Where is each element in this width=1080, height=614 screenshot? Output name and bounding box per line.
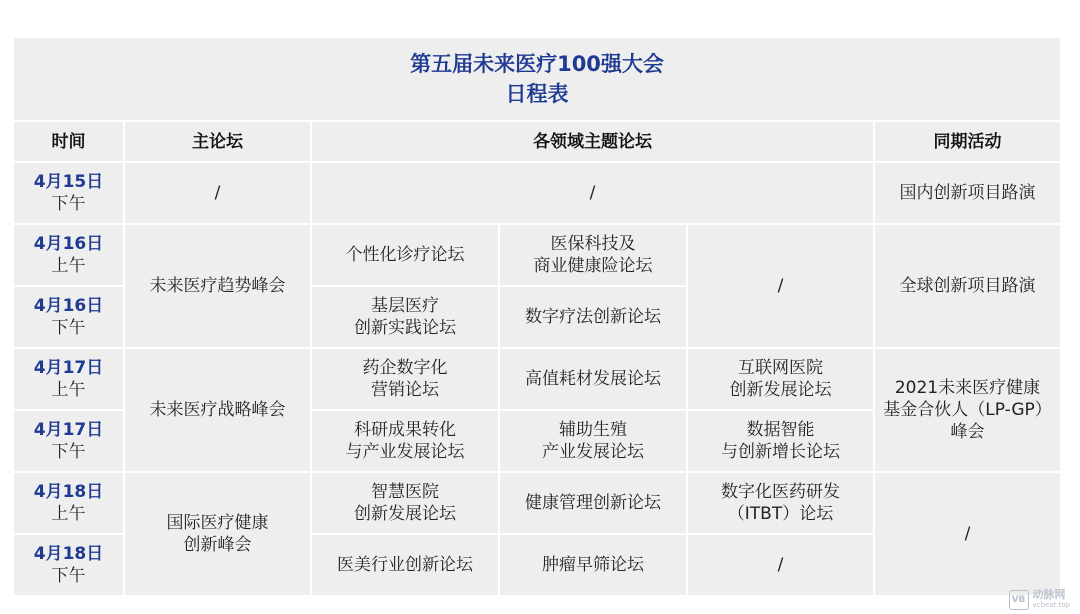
sub-forum-cell: [500, 287, 686, 347]
date-cell: [14, 349, 123, 409]
header-sub-forums: 各领域主题论坛: [312, 122, 873, 161]
cell-line: 峰会: [950, 422, 985, 442]
sub-forum-cell: /: [688, 225, 873, 347]
sub-forum-cell: [312, 287, 498, 347]
side-event-cell: 全球创新项目路演: [875, 225, 1060, 347]
cell-line: 国际医疗健康: [166, 513, 269, 533]
cell-line: 与产业发展论坛: [345, 442, 465, 462]
cell-line: 数据智能: [746, 420, 815, 440]
date-cell: [14, 473, 123, 533]
header-main-forum: 主论坛: [125, 122, 310, 161]
cell-line: 商业健康险论坛: [533, 256, 653, 276]
sub-forum-cell: [500, 473, 686, 533]
sub-forum-cell: [500, 535, 686, 595]
cell-line: 创新峰会: [183, 535, 252, 555]
sub-forum-cell: [312, 473, 498, 533]
date-day: 4月16日: [33, 234, 104, 254]
cell-line: 医美行业创新论坛: [337, 555, 473, 575]
cell-line: 科研成果转化: [354, 420, 456, 440]
date-half: 上午: [51, 504, 86, 524]
date-half: 上午: [51, 256, 86, 276]
cell-line: 健康管理创新论坛: [525, 493, 661, 513]
date-half: 下午: [51, 318, 86, 338]
side-event-cell: 国内创新项目路演: [875, 163, 1060, 223]
date-day: 4月17日: [33, 358, 104, 378]
sub-forum-cell: [688, 349, 873, 409]
watermark-name: 动脉网: [1032, 588, 1066, 601]
main-forum-cell: [125, 473, 310, 595]
side-event-cell: [875, 349, 1060, 471]
cell-line: 基金合伙人（LP-GP）: [883, 400, 1052, 420]
main-forum-cell: /: [125, 163, 310, 223]
date-day: 4月18日: [33, 482, 104, 502]
watermark-url: vcbeat.top: [1032, 601, 1070, 609]
cell-line: 产业发展论坛: [542, 442, 644, 462]
vb-logo-icon: VB: [1009, 590, 1029, 610]
sub-forum-cell: [500, 349, 686, 409]
sub-forum-cell: [688, 473, 873, 533]
cell-line: 数字化医药研发: [721, 482, 840, 502]
schedule-table: [14, 38, 1050, 595]
date-half: 下午: [51, 566, 86, 586]
title-line-1: 第五届未来医疗100强大会: [410, 52, 664, 76]
cell-line: 高值耗材发展论坛: [525, 369, 661, 389]
date-cell: [14, 287, 123, 347]
sub-forum-cell: [312, 225, 498, 285]
sub-forum-cell: [312, 349, 498, 409]
date-day: 4月15日: [33, 172, 104, 192]
date-day: 4月18日: [33, 544, 104, 564]
side-event-cell: /: [875, 473, 1060, 595]
cell-line: /: [777, 555, 784, 575]
cell-line: 辅助生殖: [559, 420, 627, 440]
cell-line: 创新发展论坛: [354, 504, 456, 524]
date-day: 4月16日: [33, 296, 104, 316]
header-time: 时间: [14, 122, 123, 161]
date-half: 下午: [51, 194, 86, 214]
cell-line: 基层医疗: [371, 296, 439, 316]
sub-forum-cell: /: [312, 163, 873, 223]
date-half: 上午: [51, 380, 86, 400]
title-line-2: 日程表: [505, 82, 569, 106]
date-half: 下午: [51, 442, 86, 462]
cell-line: 创新发展论坛: [729, 380, 832, 400]
cell-line: 药企数字化: [362, 358, 448, 378]
cell-line: 智慧医院: [371, 482, 439, 502]
cell-line: 互联网医院: [738, 358, 823, 378]
date-cell: [14, 225, 123, 285]
cell-line: 与创新增长论坛: [721, 442, 840, 462]
sub-forum-cell: [312, 535, 498, 595]
header-side-events: 同期活动: [875, 122, 1060, 161]
sub-forum-cell: [500, 225, 686, 285]
date-cell: [14, 163, 123, 223]
cell-line: 创新实践论坛: [354, 318, 456, 338]
cell-line: 个性化诊疗论坛: [345, 245, 465, 265]
sub-forum-cell: [688, 411, 873, 471]
sub-forum-cell: [688, 535, 873, 595]
sub-forum-cell: [500, 411, 686, 471]
cell-line: 肿瘤早筛论坛: [542, 555, 644, 575]
cell-line: （ITBT）论坛: [727, 504, 834, 524]
watermark: [1009, 590, 1070, 610]
cell-line: 营销论坛: [371, 380, 439, 400]
main-forum-cell: 未来医疗趋势峰会: [125, 225, 310, 347]
date-cell: [14, 535, 123, 595]
date-cell: [14, 411, 123, 471]
sub-forum-cell: [312, 411, 498, 471]
cell-line: 数字疗法创新论坛: [525, 307, 661, 327]
table-title: [14, 38, 1060, 120]
cell-line: 2021未来医疗健康: [894, 378, 1041, 398]
cell-line: 医保科技及: [550, 234, 636, 254]
date-day: 4月17日: [33, 420, 104, 440]
watermark-text: [1033, 590, 1070, 610]
main-forum-cell: 未来医疗战略峰会: [125, 349, 310, 471]
